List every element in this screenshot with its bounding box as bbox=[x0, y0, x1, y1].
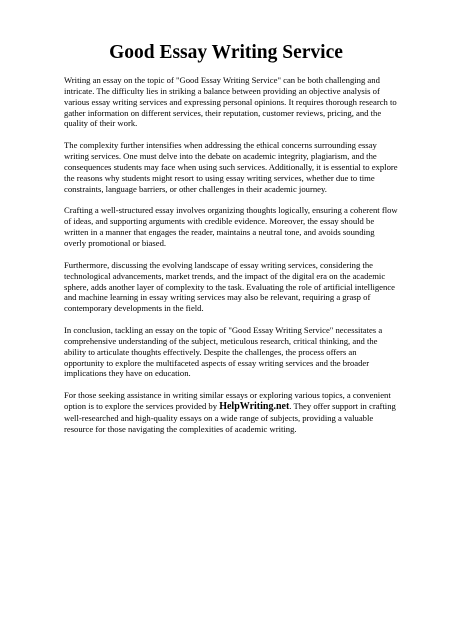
paragraph-closing bbox=[64, 390, 398, 434]
paragraph-structure: Crafting a well-structured essay involves organizing thoughts logically, ensuring a coherent flow of ideas, and supporting arguments with credible evidence. Moreover, the essay should be written in a manner that engages the reader, maintains a neutral tone, and avoids sounding overly promotional or biased. bbox=[64, 205, 398, 248]
paragraph-ethics: The complexity further intensifies when addressing the ethical concerns surrounding essay writing services. One must delve into the debate on academic integrity, plagiarism, and the consequences students may face when using such services. Additionally, it is essential to explore the reasons why students might resort to using essay writing services, whether due to time constraints, language barriers, or other challenges in their academic journey. bbox=[64, 140, 398, 194]
closing-text-after-link: . They offer support in crafting well-researched and high-quality essays on a wide range of subjects, providing a valuable resource for those navigating the complexities of academic writing. bbox=[64, 401, 396, 434]
paragraph-conclusion: In conclusion, tackling an essay on the topic of "Good Essay Writing Service" necessitates a comprehensive understanding of the subject, meticulous research, critical thinking, and the ability to articulate thoughts effectively. Despite the challenges, the process offers an opportunity to explore the multifaceted aspects of essay writing services and the broader implications they have on education. bbox=[64, 325, 383, 379]
paragraph-landscape: Furthermore, discussing the evolving landscape of essay writing services, considering the technological advancements, market trends, and the impact of the digital era on the academic sphere, adds another layer of complexity to the task. Evaluating the role of artificial intelligence and machine learning in essay writing services may also be relevant, requiring a grasp of contemporary developments in the field. bbox=[64, 259, 395, 314]
document-title: Good Essay Writing Service bbox=[109, 42, 343, 63]
paragraph-intro: Writing an essay on the topic of "Good Essay Writing Service" can be both challenging and intricate. The difficulty lies in striking a balance between providing an objective analysis of various essay writing services and expressing personal opinions. It requires thorough research to gather information on different services, their reputation, customer reviews, pricing, and the quality of their work. bbox=[64, 75, 397, 129]
document-body bbox=[64, 75, 398, 446]
helpwriting-link[interactable]: HelpWriting.net bbox=[219, 401, 290, 413]
closing-text-before-link: For those seeking assistance in writing similar essays or exploring various topics, a convenient option is to explore the services provided by bbox=[64, 390, 391, 412]
